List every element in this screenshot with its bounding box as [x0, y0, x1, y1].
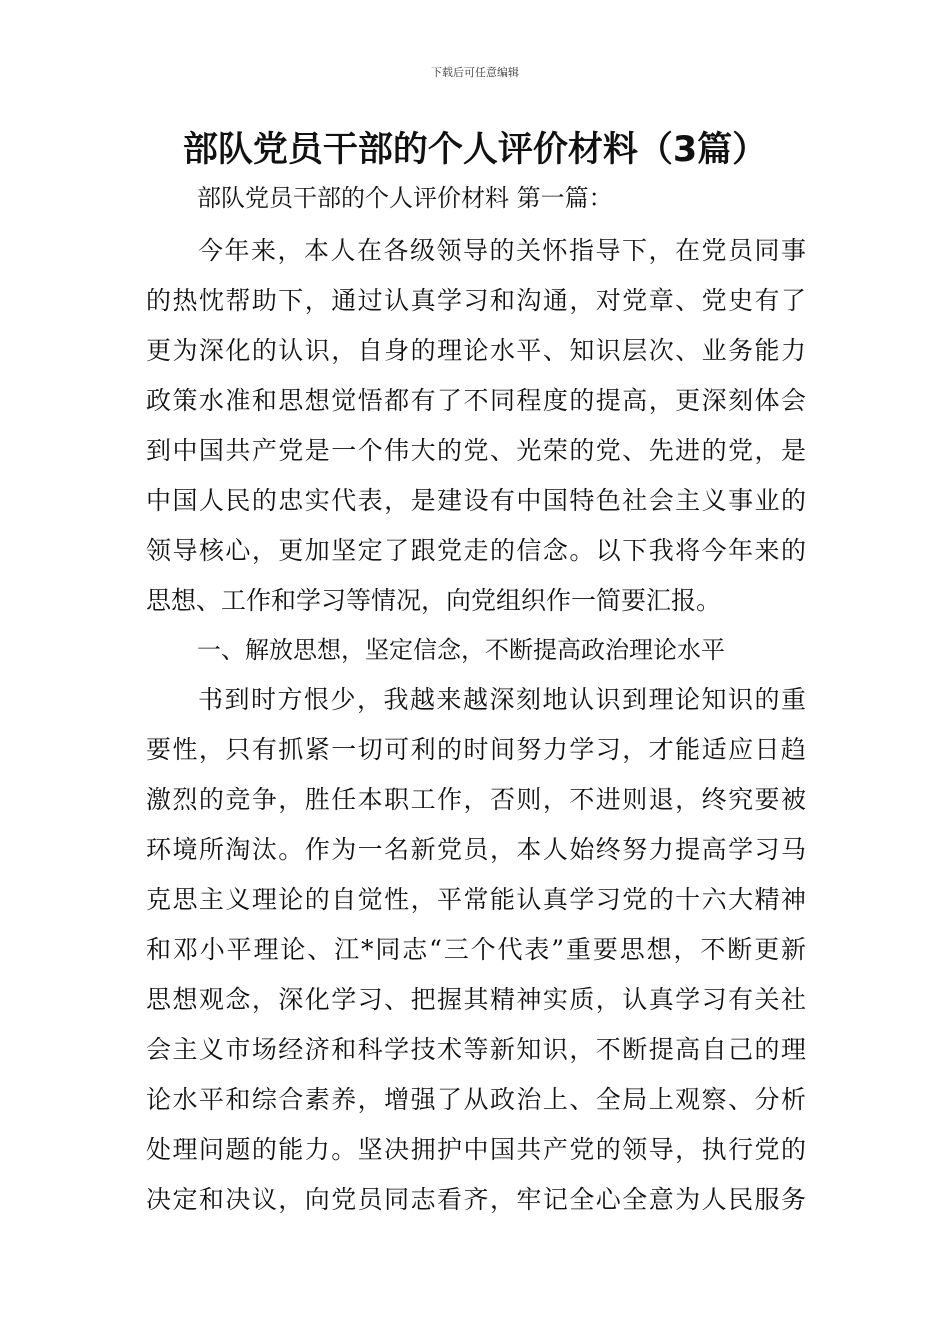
paragraph2-line: 环境所淘汰。作为一名新党员，本人始终努力提高学习马: [146, 835, 806, 864]
paragraph1-line: 思想、工作和学习等情况，向党组织作一简要汇报。: [146, 586, 722, 615]
paragraph1-line: 领导核心，更加坚定了跟党走的信念。以下我将今年来的: [146, 536, 806, 565]
paragraph2-line: 会主义市场经济和科学技术等新知识，不断提高自己的理: [146, 1035, 806, 1064]
paragraph2-line: 要性，只有抓紧一切可利的时间努力学习，才能适应日趋: [146, 735, 806, 764]
paragraph2-line: 书到时方恨少，我越来越深刻地认识到理论知识的重: [198, 685, 806, 714]
paragraph2-line: 论水平和综合素养，增强了从政治上、全局上观察、分析: [146, 1085, 806, 1114]
document-title: 部队党员干部的个人评价材料（3篇）: [182, 130, 768, 170]
paragraph1-line: 的热忱帮助下，通过认真学习和沟通，对党章、党史有了: [146, 286, 806, 315]
paragraph2-line: 思想观念，深化学习、把握其精神实质，认真学习有关社: [146, 985, 806, 1014]
paragraph1-line: 中国人民的忠实代表，是建设有中国特色社会主义事业的: [146, 486, 806, 515]
section-heading: 一、解放思想，坚定信念，不断提高政治理论水平: [197, 636, 725, 664]
document-subtitle: 部队党员干部的个人评价材料 第一篇：: [197, 184, 613, 212]
paragraph1-line: 政策水准和思想觉悟都有了不同程度的提高，更深刻体会: [146, 386, 806, 415]
paragraph2-line: 激烈的竞争，胜任本职工作，否则，不进则退，终究要被: [146, 785, 806, 814]
paragraph2-line: 和邓小平理论、江*同志“三个代表”重要思想，不断更新: [146, 935, 806, 964]
paragraph1-line: 到中国共产党是一个伟大的党、光荣的党、先进的党，是: [146, 436, 806, 465]
paragraph2-line: 处理问题的能力。坚决拥护中国共产党的领导，执行党的: [146, 1135, 806, 1164]
header-note: 下载后可任意编辑: [431, 66, 519, 79]
paragraph2-line: 决定和决议，向党员同志看齐，牢记全心全意为人民服务: [146, 1185, 806, 1214]
paragraph1-line: 更为深化的认识，自身的理论水平、知识层次、业务能力: [146, 336, 806, 365]
paragraph1-line: 今年来，本人在各级领导的关怀指导下，在党员同事: [198, 236, 806, 265]
paragraph2-line: 克思主义理论的自觉性，平常能认真学习党的十六大精神: [146, 885, 806, 914]
